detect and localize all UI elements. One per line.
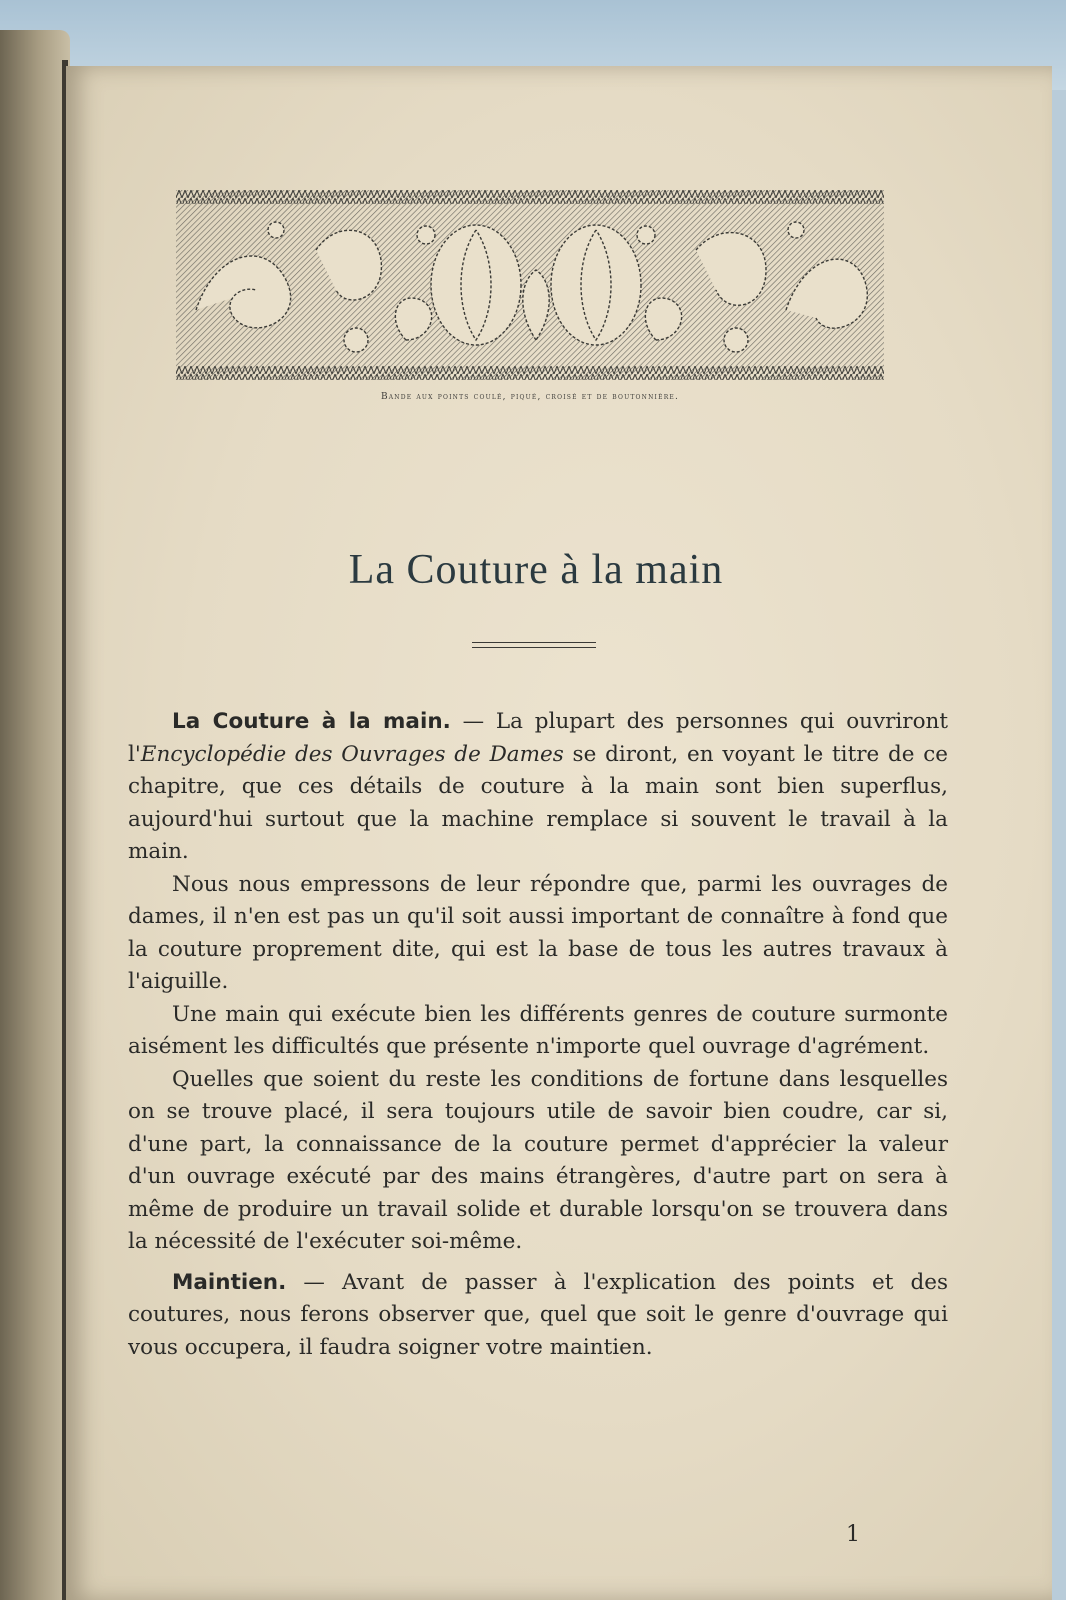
book-page xyxy=(66,66,1052,1600)
body-text xyxy=(128,706,948,1364)
paragraph-lead: Maintien. xyxy=(172,1269,287,1295)
paragraph: Une main qui exécute bien les différents genres de couture surmonte aisément les difficultés que présente n'importe quel ouvrage d'agrément. xyxy=(128,1001,948,1059)
figure-caption: Bande aux points coulé, piqué, croisé et de boutonnière. xyxy=(380,392,680,402)
chapter-title: La Couture à la main xyxy=(348,547,724,593)
page-number: 1 xyxy=(846,1522,860,1547)
title-divider xyxy=(472,642,596,648)
paragraph: Quelles que soient du reste les conditions de fortune dans lesquelles on se trouve placé, il sera toujours utile de savoir bien coudre, car si, d'une part, la connaissance de la couture permet d'apprécier la valeur d'un ouvrage exécuté par des mains étrangères, d'autre part on sera à même de produire un travail solide et durable lorsqu'on se trouvera dans la nécessité de l'exécuter soi-même. xyxy=(128,1066,948,1254)
book-title-italic: Encyclopédie des Ouvrages de Dames xyxy=(140,741,564,767)
paragraph: Maintien. — Avant de passer à l'explication des points et des coutures, nous ferons observer que, quel que soit le genre d'ouvrage qui vous occupera, il faudra soigner votre maintien. xyxy=(128,1269,948,1360)
embroidery-band-illustration xyxy=(176,190,884,380)
book-cover-edge xyxy=(0,30,70,1600)
paragraph: La Couture à la main. — La plupart des personnes qui ouvriront l'Encyclopédie des Ouvrages de Dames se diront, en voyant le titre de ce chapitre, que ces détails de couture à la main sont bien superflus, aujourd'hui surtout que la machine remplace si souvent le travail à la main. xyxy=(128,709,948,864)
paragraph-lead: La Couture à la main. xyxy=(172,709,451,734)
paragraph: Nous nous empressons de leur répondre que, parmi les ouvrages de dames, il n'en est pas un qu'il soit aussi important de connaître à fond que la couture proprement dite, qui est la base de tous les autres travaux à l'aiguille. xyxy=(128,871,948,994)
